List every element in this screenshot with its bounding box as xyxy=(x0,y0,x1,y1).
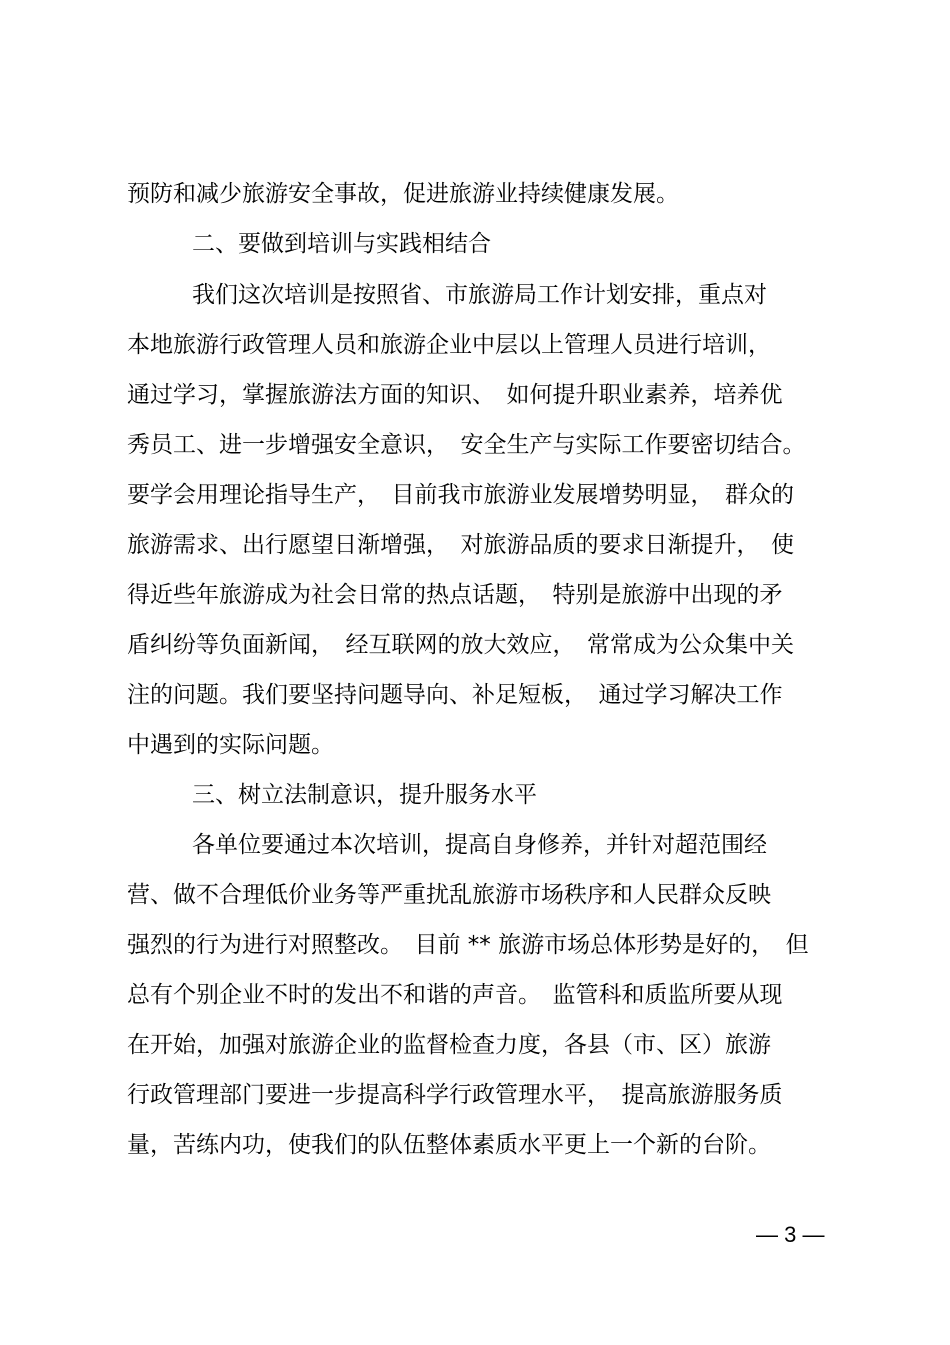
paragraph-line: 在开始，加强对旅游企业的监督检查力度，各县（市、区）旅游 xyxy=(127,1032,771,1058)
section-heading-2: 二、要做到培训与实践相结合 xyxy=(192,231,491,257)
paragraph-line: 各单位要通过本次培训，提高自身修养，并针对超范围经 xyxy=(192,832,767,858)
paragraph-line: 注的问题。我们要坚持问题导向、补足短板， 通过学习解决工作 xyxy=(127,682,783,708)
paragraph-line: 预防和减少旅游安全事故，促进旅游业持续健康发展。 xyxy=(127,181,679,207)
paragraph-line: 盾纠纷等负面新闻， 经互联网的放大效应， 常常成为公众集中关 xyxy=(127,632,794,658)
paragraph-line: 得近些年旅游成为社会日常的热点话题， 特别是旅游中出现的矛 xyxy=(127,582,783,608)
paragraph-line: 旅游需求、出行愿望日渐增强， 对旅游品质的要求日渐提升， 使 xyxy=(127,532,794,558)
paragraph-line: 秀员工、进一步增强安全意识， 安全生产与实际工作要密切结合。 xyxy=(127,432,806,458)
paragraph-line: 中遇到的实际问题。 xyxy=(127,732,334,758)
paragraph-line: 通过学习，掌握旅游法方面的知识、 如何提升职业素养，培养优 xyxy=(127,382,783,408)
paragraph-line: 强烈的行为进行对照整改。 目前 ** 旅游市场总体形势是好的， 但 xyxy=(127,932,809,958)
paragraph-line: 本地旅游行政管理人员和旅游企业中层以上管理人员进行培训， xyxy=(127,332,771,358)
paragraph-line: 营、做不合理低价业务等严重扰乱旅游市场秩序和人民群众反映 xyxy=(127,882,771,908)
page-number: — 3 — xyxy=(756,1222,825,1247)
paragraph-line: 我们这次培训是按照省、市旅游局工作计划安排，重点对 xyxy=(192,282,767,308)
paragraph-line: 行政管理部门要进一步提高科学行政管理水平， 提高旅游服务质 xyxy=(127,1082,783,1108)
section-heading-3: 三、树立法制意识，提升服务水平 xyxy=(192,782,537,808)
paragraph-line: 总有个别企业不时的发出不和谐的声音。 监管科和质监所要从现 xyxy=(127,982,783,1008)
paragraph-line: 要学会用理论指导生产， 目前我市旅游业发展增势明显， 群众的 xyxy=(127,482,794,508)
paragraph-line: 量，苦练内功，使我们的队伍整体素质水平更上一个新的台阶。 xyxy=(127,1132,771,1158)
